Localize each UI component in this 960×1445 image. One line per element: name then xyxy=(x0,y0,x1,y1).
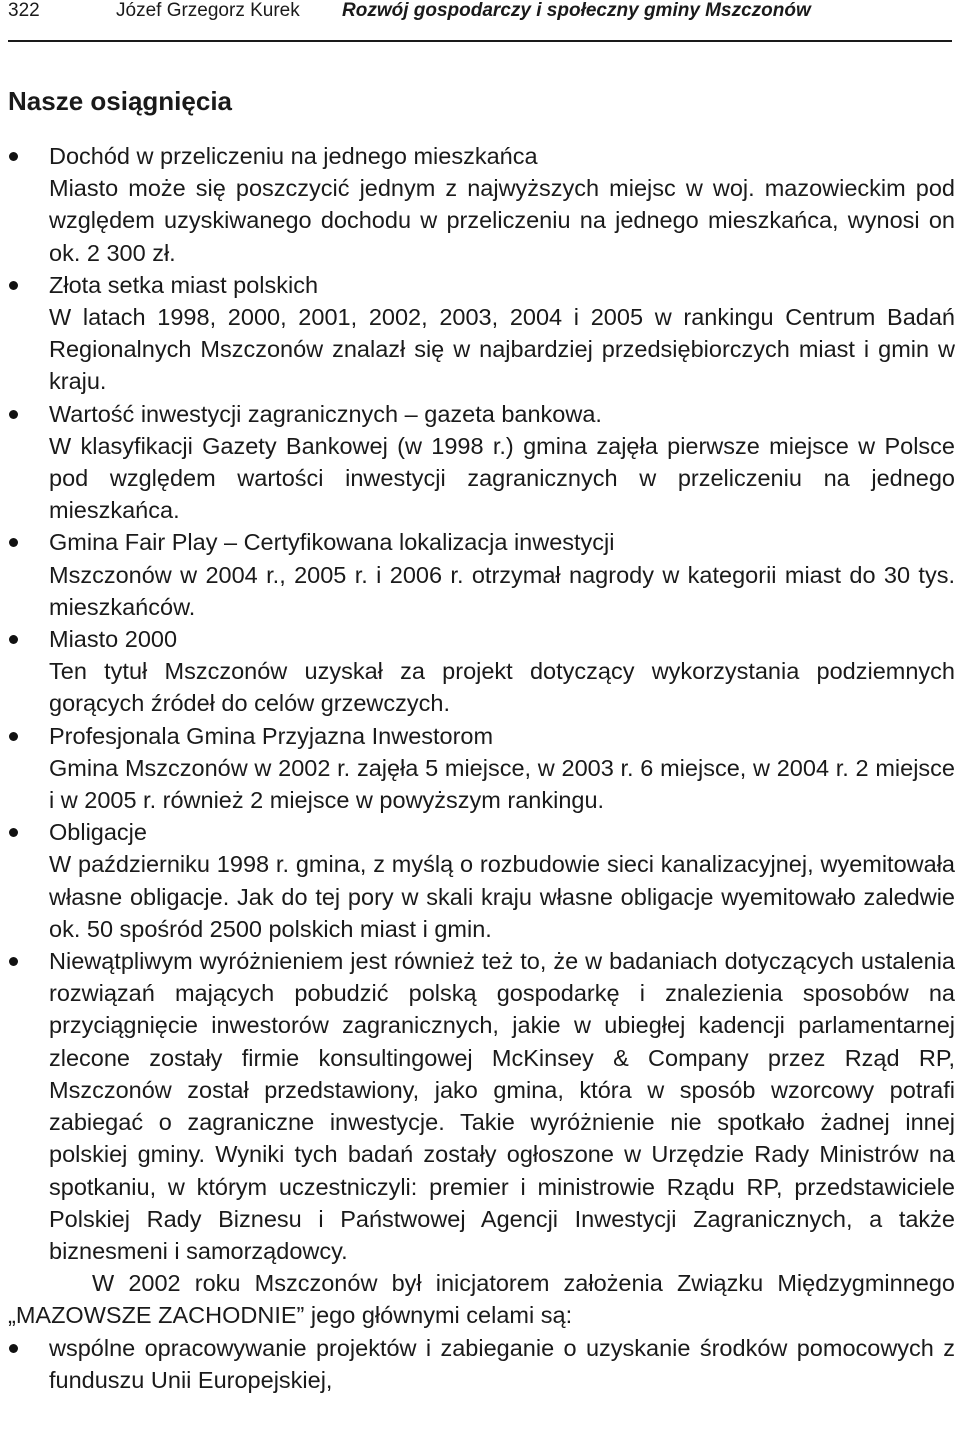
goals-list xyxy=(8,1332,955,1396)
list-item xyxy=(8,269,955,398)
item-text: Mszczonów w 2004 r., 2005 r. i 2006 r. otrzymał nagrody w kategorii miast do 30 tys. mieszkańców. xyxy=(49,561,955,620)
item-title: Miasto 2000 xyxy=(49,626,178,653)
item-title: Profesjonala Gmina Przyjazna Inwestorom xyxy=(49,722,494,749)
header-divider xyxy=(8,40,952,42)
section-heading: Nasze osiągnięcia xyxy=(8,86,232,116)
item-text: W klasyfikacji Gazety Bankowej (w 1998 r.) gmina zajęła pierwsze miejsce w Polsce pod względem wartości inwestycji zagranicznych w przeliczeniu na jednego mieszkańca. xyxy=(49,432,955,524)
item-title: Dochód w przeliczeniu na jednego mieszkańca xyxy=(49,143,538,169)
list-item xyxy=(8,720,955,817)
item-text: Gmina Mszczonów w 2002 r. zajęła 5 miejsce, w 2003 r. 6 miejsce, w 2004 r. 2 miejsce i w 2005 r. również 2 miejsce w powyższym rankingu. xyxy=(49,754,955,814)
item-text: Miasto może się poszczycić jednym z najwyższych miejsc w woj. mazowieckim pod względem uzyskiwanego dochodu w przeliczeniu na jednego mieszkańca, wynosi on ok. 2 300 zł. xyxy=(49,175,955,266)
document-body xyxy=(8,140,955,1396)
running-header xyxy=(8,0,952,40)
item-title: Obligacje xyxy=(49,819,147,846)
list-item xyxy=(8,398,955,527)
list-item xyxy=(8,623,955,720)
item-text: Ten tytuł Mszczonów uzyskał za projekt dotyczący wykorzystania podziemnych gorących źródeł do celów grzewczych. xyxy=(49,658,955,717)
list-item xyxy=(8,816,955,945)
body-paragraph: W 2002 roku Mszczonów był inicjatorem założenia Związku Międzygminnego „MAZOWSZE ZACHODNIE” jego głównymi celami są: xyxy=(8,1270,955,1329)
item-text: W latach 1998, 2000, 2001, 2002, 2003, 2004 i 2005 w rankingu Centrum Badań Regionalnych Mszczonów znalazł się w najbardziej przedsiębiorczych miast i gmin w kraju. xyxy=(49,304,955,395)
achievements-list xyxy=(8,140,955,1267)
page-number: 322 xyxy=(8,0,40,21)
list-item xyxy=(8,140,955,269)
item-text: Niewątpliwym wyróżnieniem jest również też to, że w badaniach dotyczących ustalenia rozwiązań mających pobudzić polską gospodarkę i znalezienia sposobów na przyciągnięcie inwestorów zagranicznych, jakie w ubiegłej kadencji parlamentarnej zlecone zostały firmie konsultingowej McKinsey & Company przez Rząd RP, Mszczonów został przedstawiony, jako gmina, która w sposób wzorcowy potrafi zabiegać o zagraniczne inwestycje. Takie wyróżnienie nie spotkało żadnej innej polskiej gminy. Wyniki tych badań zostały ogłoszone w Urzędzie Rady Ministrów na spotkaniu, w którym uczestniczyli: premier i ministrowie Rządu RP, przedstawiciele Polskiej Rady Biznesu i Państwowej Agencji Inwestycji Zagranicznych, a także biznesmeni i samorządowcy. xyxy=(49,948,955,1264)
header-title: Rozwój gospodarczy i społeczny gminy Mszczonów xyxy=(342,0,811,21)
item-title: Gmina Fair Play – Certyfikowana lokalizacja inwestycji xyxy=(49,529,615,556)
item-text: wspólne opracowywanie projektów i zabieganie o uzyskanie środków pomocowych z funduszu Unii Europejskiej, xyxy=(49,1334,955,1393)
item-text: W październiku 1998 r. gmina, z myślą o rozbudowie sieci kanalizacyjnej, wyemitowała własne obligacje. Jak do tej pory w skali kraju własne obligacje wyemitowało zaledwie ok. 50 spośród 2500 polskich miast i gmin. xyxy=(49,851,955,942)
header-author: Józef Grzegorz Kurek xyxy=(116,0,300,21)
item-title: Wartość inwestycji zagranicznych – gazeta bankowa. xyxy=(49,400,602,427)
list-item xyxy=(8,1332,955,1396)
list-item xyxy=(8,945,955,1267)
item-title: Złota setka miast polskich xyxy=(49,271,319,298)
list-item xyxy=(8,526,955,623)
